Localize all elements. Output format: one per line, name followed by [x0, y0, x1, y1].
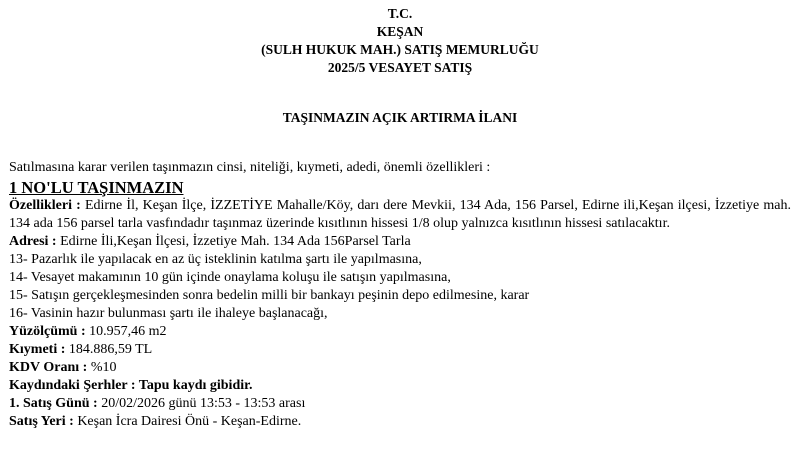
value-amount: 184.886,59 TL	[65, 342, 153, 357]
document-header	[9, 5, 791, 77]
address-label: Adresi :	[9, 234, 57, 249]
condition-item: 14- Vesayet makamının 10 gün içinde onaylama koluşu ile satışın yapılmasına,	[9, 270, 451, 285]
intro-text: Satılmasına karar verilen taşınmazın cinsi, niteliği, kıymeti, adedi, önemli özellikleri :	[9, 160, 491, 175]
property-title: 1 NO'LU TAŞINMAZIN	[9, 178, 184, 197]
address-value: Edirne İli,Keşan İlçesi, İzzetiye Mah. 134 Ada 156Parsel Tarla	[56, 234, 411, 249]
property-encumbrance	[9, 377, 791, 395]
announcement-title: TAŞINMAZIN AÇIK ARTIRMA İLANI	[282, 110, 518, 125]
area-label: Yüzölçümü :	[9, 324, 86, 339]
encumbrance-label: Kaydındaki Şerhler :	[9, 378, 136, 393]
sale-day-label: 1. Satış Günü :	[9, 396, 98, 411]
vat-value: %10	[87, 360, 117, 375]
property-area	[9, 323, 791, 341]
property-value	[9, 341, 791, 359]
condition-item: 13- Pazarlık ile yapılacak en az üç isteklinin katılma şartı ile yapılmasına,	[9, 252, 422, 267]
header-line-tc: T.C.	[387, 6, 413, 21]
sale-place-label: Satış Yeri :	[9, 414, 74, 429]
sale-day	[9, 395, 791, 413]
sale-place-value: Keşan İcra Dairesi Önü - Keşan-Edirne.	[73, 414, 302, 429]
features-label: Özellikleri :	[9, 198, 81, 213]
area-value: 10.957,46 m2	[85, 324, 167, 339]
value-label: Kıymeti :	[9, 342, 66, 357]
condition-item: 16- Vasinin hazır bulunması şartı ile ihaleye başlanacağı,	[9, 306, 328, 321]
condition-item: 15- Satışın gerçekleşmesinden sonra bedelin milli bir bankayı peşinin depo edilmesine, karar	[9, 288, 530, 303]
property-vat	[9, 359, 791, 377]
features-value: Edirne İl, Keşan İlçe, İZZETİYE Mahalle/Köy, darı dere Mevkii, 134 Ada, 156 Parsel, Edirne ili,Keşan ilçesi, İzzetiye mah. 134 ada 156 parsel tarla vasfındadır taşınmaz üzerinde kısıtlının hissesi 1/8 olup yalnızca kısıtlının hissesi satılacaktır.	[9, 198, 791, 231]
header-line-city: KEŞAN	[376, 24, 424, 39]
header-line-office: (SULH HUKUK MAH.) SATIŞ MEMURLUĞU	[261, 42, 539, 57]
encumbrance-value: Tapu kaydı gibidir.	[135, 378, 253, 393]
header-line-case: 2025/5 VESAYET SATIŞ	[327, 60, 473, 75]
sale-day-value: 20/02/2026 günü 13:53 - 13:53 arası	[97, 396, 306, 411]
property-features	[9, 197, 791, 233]
sale-place	[9, 413, 791, 431]
property-address	[9, 233, 791, 251]
vat-label: KDV Oranı :	[9, 360, 88, 375]
